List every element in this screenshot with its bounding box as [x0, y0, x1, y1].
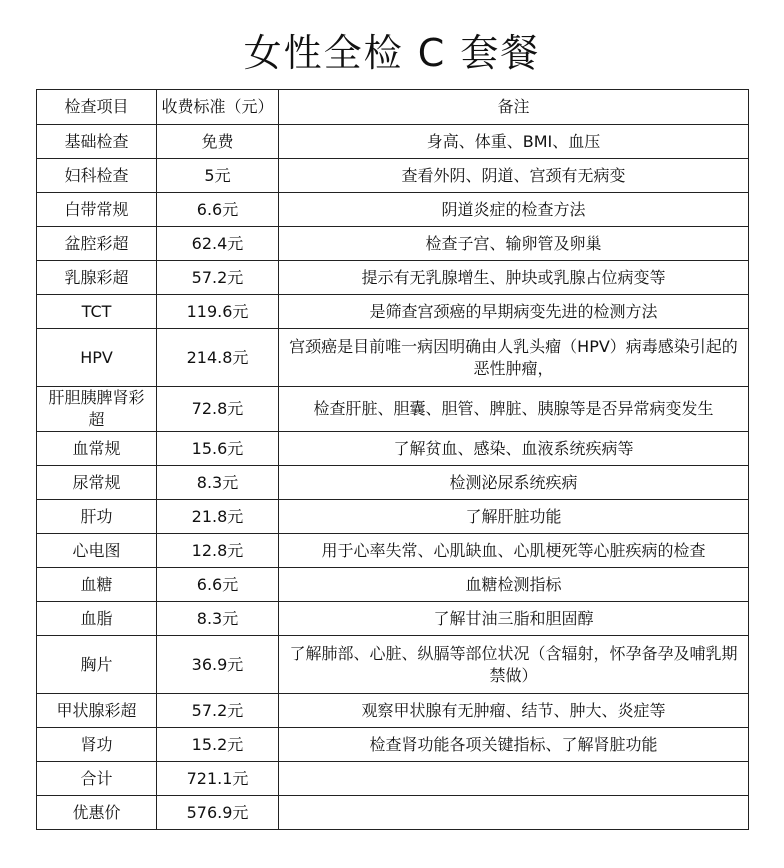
cell-note: [279, 796, 749, 830]
cell-note: 血糖检测指标: [279, 568, 749, 602]
cell-note: [279, 762, 749, 796]
cell-note: 宫颈癌是目前唯一病因明确由人乳头瘤（HPV）病毒感染引起的恶性肿瘤，: [279, 329, 749, 387]
cell-note: 身高、体重、BMI、血压: [279, 125, 749, 159]
cell-item: 肾功: [37, 728, 157, 762]
table-row: [37, 193, 749, 227]
table-row: [37, 500, 749, 534]
cell-note: 是筛查宫颈癌的早期病变先进的检测方法: [279, 295, 749, 329]
cell-price: 62.4元: [157, 227, 279, 261]
table-row: [37, 329, 749, 387]
cell-price: 576.9元: [157, 796, 279, 830]
table-row: [37, 227, 749, 261]
cell-note: 提示有无乳腺增生、肿块或乳腺占位病变等: [279, 261, 749, 295]
table-header-row: [37, 90, 749, 125]
cell-price: 5元: [157, 159, 279, 193]
header-note: 备注: [279, 90, 749, 125]
package-table: [36, 89, 749, 830]
cell-item: 血常规: [37, 432, 157, 466]
cell-price: 15.6元: [157, 432, 279, 466]
table-row: [37, 636, 749, 694]
table-row: [37, 534, 749, 568]
table-row: [37, 387, 749, 432]
cell-price: 15.2元: [157, 728, 279, 762]
table-row: [37, 694, 749, 728]
cell-note: 用于心率失常、心肌缺血、心肌梗死等心脏疾病的检查: [279, 534, 749, 568]
cell-item: 血糖: [37, 568, 157, 602]
cell-price: 8.3元: [157, 602, 279, 636]
cell-item: TCT: [37, 295, 157, 329]
table-row: [37, 568, 749, 602]
cell-item: 尿常规: [37, 466, 157, 500]
cell-note: 检查肾功能各项关键指标、了解肾脏功能: [279, 728, 749, 762]
cell-note: 了解贫血、感染、血液系统疾病等: [279, 432, 749, 466]
cell-price: 6.6元: [157, 193, 279, 227]
cell-note: 检查肝脏、胆囊、胆管、脾脏、胰腺等是否异常病变发生: [279, 387, 749, 432]
cell-price: 36.9元: [157, 636, 279, 694]
cell-item: HPV: [37, 329, 157, 387]
cell-price: 免费: [157, 125, 279, 159]
table-row: [37, 602, 749, 636]
cell-item: 甲状腺彩超: [37, 694, 157, 728]
cell-item: 盆腔彩超: [37, 227, 157, 261]
cell-price: 12.8元: [157, 534, 279, 568]
table-row: [37, 466, 749, 500]
cell-price: 8.3元: [157, 466, 279, 500]
table-row: [37, 125, 749, 159]
cell-item: 基础检查: [37, 125, 157, 159]
cell-note: 检测泌尿系统疾病: [279, 466, 749, 500]
cell-note: 查看外阴、阴道、宫颈有无病变: [279, 159, 749, 193]
cell-price: 214.8元: [157, 329, 279, 387]
table-row: [37, 261, 749, 295]
table-row: [37, 762, 749, 796]
cell-item: 心电图: [37, 534, 157, 568]
cell-note: 了解肺部、心脏、纵膈等部位状况（含辐射，怀孕备孕及哺乳期禁做）: [279, 636, 749, 694]
cell-price: 21.8元: [157, 500, 279, 534]
cell-note: 检查子宫、输卵管及卵巢: [279, 227, 749, 261]
cell-price: 57.2元: [157, 261, 279, 295]
table-row: [37, 432, 749, 466]
cell-note: 阴道炎症的检查方法: [279, 193, 749, 227]
cell-item: 乳腺彩超: [37, 261, 157, 295]
cell-item: 妇科检查: [37, 159, 157, 193]
cell-note: 观察甲状腺有无肿瘤、结节、肿大、炎症等: [279, 694, 749, 728]
page-title: 女性全检 C 套餐: [243, 31, 541, 75]
cell-item: 肝功: [37, 500, 157, 534]
cell-item: 白带常规: [37, 193, 157, 227]
cell-item: 合计: [37, 762, 157, 796]
table-row: [37, 728, 749, 762]
table-row: [37, 295, 749, 329]
header-item: 检查项目: [37, 90, 157, 125]
cell-price: 721.1元: [157, 762, 279, 796]
cell-price: 119.6元: [157, 295, 279, 329]
table-row: [37, 796, 749, 830]
cell-note: 了解甘油三脂和胆固醇: [279, 602, 749, 636]
cell-item: 血脂: [37, 602, 157, 636]
table-row: [37, 159, 749, 193]
cell-price: 72.8元: [157, 387, 279, 432]
cell-price: 6.6元: [157, 568, 279, 602]
header-price: 收费标准（元）: [157, 90, 279, 125]
cell-item: 胸片: [37, 636, 157, 694]
cell-item: 肝胆胰脾肾彩超: [37, 387, 157, 432]
cell-item: 优惠价: [37, 796, 157, 830]
cell-price: 57.2元: [157, 694, 279, 728]
cell-note: 了解肝脏功能: [279, 500, 749, 534]
